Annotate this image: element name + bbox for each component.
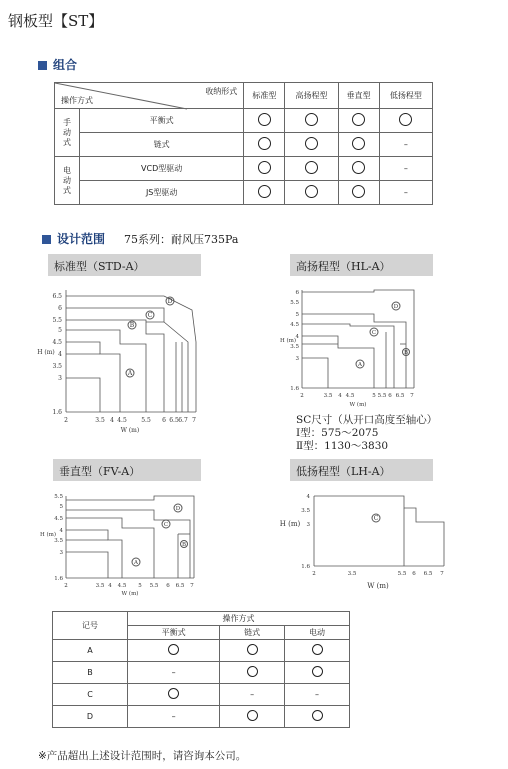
x-tick: 6.5 <box>423 571 433 577</box>
circle-mark-icon <box>247 710 258 721</box>
symbol-table <box>52 611 350 728</box>
table-cell <box>220 662 285 684</box>
sc-note-line: Ⅰ型：575～2075 <box>296 427 379 439</box>
table-cell <box>338 109 379 133</box>
y-tick: 5 <box>59 504 63 510</box>
x-axis-label: W (m) <box>367 582 389 590</box>
y-tick: 6 <box>58 305 62 312</box>
region-label: C <box>163 522 169 528</box>
table-cell <box>338 157 379 181</box>
circle-mark-icon <box>258 161 271 174</box>
row-label: JS型驱动 <box>80 181 244 205</box>
corner-bottom-label: 操作方式 <box>61 96 93 105</box>
group-label: 电动式 <box>55 157 80 205</box>
chart-hl <box>279 282 432 410</box>
y-tick: 1.6 <box>290 386 299 392</box>
y-axis-label: H (m) <box>37 349 55 356</box>
region-label: D <box>393 304 399 310</box>
x-tick: 4 <box>108 583 112 589</box>
table-cell: – <box>128 706 220 728</box>
table-cell <box>220 706 285 728</box>
circle-mark-icon <box>305 113 318 126</box>
group-header: 操作方式 <box>128 612 350 626</box>
column-header: 链式 <box>220 626 285 640</box>
circle-mark-icon <box>258 137 271 150</box>
row-symbol: C <box>53 684 128 706</box>
x-tick: 3.5 <box>347 571 357 577</box>
combo-table <box>54 82 433 205</box>
table-cell <box>128 684 220 706</box>
x-tick: 6 <box>388 393 392 399</box>
table-cell <box>285 706 350 728</box>
table-cell <box>244 133 285 157</box>
region-label: B <box>181 542 187 548</box>
y-tick: 3.5 <box>301 508 310 514</box>
row-symbol: A <box>53 640 128 662</box>
y-tick: 3.5 <box>52 363 62 370</box>
column-header: 平衡式 <box>128 626 220 640</box>
x-tick: 3.5 <box>323 393 333 399</box>
chart-lh-label: 低扬程型（LH-A） <box>290 459 433 481</box>
table-cell <box>244 109 285 133</box>
section-combo-heading: 组合 <box>38 56 77 73</box>
square-bullet-icon <box>38 61 47 70</box>
circle-mark-icon <box>305 161 318 174</box>
table-cell: – <box>220 684 285 706</box>
y-axis-label: H (m) <box>279 520 301 528</box>
x-tick: 2 <box>312 571 316 577</box>
circle-mark-icon <box>352 113 365 126</box>
x-tick: 3.5 <box>95 417 105 424</box>
x-tick: 5 <box>372 393 376 399</box>
y-tick: 5.5 <box>290 300 299 306</box>
chart-std-label: 标准型（STD-A） <box>48 254 201 276</box>
circle-mark-icon <box>258 185 271 198</box>
design-note: 75系列：耐风压735Pa <box>124 233 239 246</box>
x-tick: 3.5 <box>95 583 105 589</box>
circle-mark-icon <box>352 161 365 174</box>
y-tick: 1.6 <box>54 576 63 582</box>
circle-mark-icon <box>168 688 179 699</box>
circle-mark-icon <box>305 137 318 150</box>
section-design-heading: 设计范围 <box>42 230 105 247</box>
table-cell <box>244 157 285 181</box>
circle-mark-icon <box>352 137 365 150</box>
y-tick: 5.5 <box>52 317 62 324</box>
y-tick: 4 <box>295 334 299 340</box>
row-label: VCD型驱动 <box>80 157 244 181</box>
x-tick: 5 <box>138 583 142 589</box>
circle-mark-icon <box>247 644 258 655</box>
circle-mark-icon <box>258 113 271 126</box>
table-cell <box>338 133 379 157</box>
y-tick: 1.6 <box>52 409 62 416</box>
x-tick: 6 <box>166 583 170 589</box>
symbol-header: 记号 <box>53 612 128 640</box>
chart-std <box>36 282 206 438</box>
x-axis-label: W (m) <box>120 427 140 434</box>
x-tick: 7 <box>192 417 196 424</box>
x-axis-label: W (m) <box>121 591 139 597</box>
circle-mark-icon <box>305 185 318 198</box>
table-cell: – <box>379 133 432 157</box>
y-tick: 3.5 <box>290 344 299 350</box>
y-tick: 4.5 <box>52 339 62 346</box>
y-tick: 4 <box>58 351 62 358</box>
sc-note-line: Ⅱ型：1130～3830 <box>296 440 389 452</box>
x-tick: 4 <box>110 417 114 424</box>
page-title: 钢板型【ST】 <box>8 12 104 30</box>
region-label: C <box>373 515 379 522</box>
chart-fv-label: 垂直型（FV-A） <box>53 459 201 481</box>
table-cell <box>285 109 338 133</box>
corner-top-label: 收纳形式 <box>205 87 238 96</box>
sc-note-line: SC尺寸（从开口高度至轴心） <box>296 414 438 426</box>
table-cell <box>285 157 338 181</box>
table-cell <box>285 662 350 684</box>
x-tick: 5.5 <box>397 571 407 577</box>
region-label: A <box>127 370 133 377</box>
table-cell <box>338 181 379 205</box>
table-corner-cell <box>55 83 244 109</box>
region-label: A <box>134 560 138 566</box>
y-tick: 6 <box>295 290 299 296</box>
square-bullet-icon <box>42 235 51 244</box>
table-cell <box>285 133 338 157</box>
circle-mark-icon <box>312 710 323 721</box>
y-tick: 3 <box>59 550 63 556</box>
x-tick: 7 <box>440 571 444 577</box>
table-cell <box>244 181 285 205</box>
column-header: 垂直型 <box>338 83 379 109</box>
group-label: 手动式 <box>55 109 80 157</box>
row-label: 链式 <box>80 133 244 157</box>
row-symbol: B <box>53 662 128 684</box>
x-tick: 6.5 <box>395 393 405 399</box>
table-cell <box>285 181 338 205</box>
column-header: 电动 <box>285 626 350 640</box>
x-tick: 5.5 <box>141 417 151 424</box>
x-tick: 6.5 <box>175 583 185 589</box>
x-axis-label: W (m) <box>349 402 367 408</box>
y-tick: 3.5 <box>54 538 63 544</box>
y-tick: 5 <box>58 327 62 334</box>
x-tick: 6.5 <box>169 417 179 424</box>
y-tick: 5.5 <box>54 494 63 500</box>
x-tick: 4.5 <box>345 393 355 399</box>
chart-fv <box>38 490 208 598</box>
y-tick: 3 <box>295 356 299 362</box>
region-label: D <box>167 298 173 305</box>
x-tick: 6.7 <box>178 417 188 424</box>
chart-lh <box>278 488 448 596</box>
table-cell: – <box>285 684 350 706</box>
chart-hl-label: 高扬程型（HL-A） <box>290 254 433 276</box>
y-tick: 3 <box>306 522 310 528</box>
y-tick: 4 <box>59 528 63 534</box>
x-tick: 7 <box>410 393 414 399</box>
footnote: ※产品超出上述设计范围时，请咨询本公司。 <box>38 750 247 762</box>
region-label: D <box>175 506 181 512</box>
circle-mark-icon <box>312 666 323 677</box>
x-tick: 5.5 <box>377 393 387 399</box>
table-cell: – <box>379 181 432 205</box>
circle-mark-icon <box>352 185 365 198</box>
circle-mark-icon <box>168 644 179 655</box>
x-tick: 4.5 <box>117 583 127 589</box>
circle-mark-icon <box>247 666 258 677</box>
table-cell <box>128 640 220 662</box>
y-tick: 1.6 <box>301 564 310 570</box>
y-tick: 6.5 <box>52 293 62 300</box>
x-tick: 4 <box>338 393 342 399</box>
x-tick: 6 <box>162 417 166 424</box>
region-label: C <box>147 312 153 319</box>
region-label: B <box>403 350 409 356</box>
y-tick: 3 <box>58 375 62 382</box>
column-header: 低扬程型 <box>379 83 432 109</box>
sc-note <box>296 414 437 453</box>
row-label: 平衡式 <box>80 109 244 133</box>
table-cell: – <box>128 662 220 684</box>
y-axis-label: H (m) <box>279 338 297 344</box>
x-tick: 6 <box>412 571 416 577</box>
region-label: B <box>129 322 135 329</box>
region-label: A <box>358 362 362 368</box>
y-tick: 4 <box>306 494 310 500</box>
y-tick: 4.5 <box>54 516 63 522</box>
x-tick: 2 <box>64 417 68 424</box>
table-cell <box>379 109 432 133</box>
y-tick: 5 <box>295 312 299 318</box>
column-header: 高扬程型 <box>285 83 338 109</box>
region-label: C <box>371 330 377 336</box>
y-axis-label: H (m) <box>39 532 57 538</box>
y-tick: 4.5 <box>290 322 299 328</box>
column-header: 标准型 <box>244 83 285 109</box>
table-cell: – <box>379 157 432 181</box>
x-tick: 4.5 <box>117 417 127 424</box>
circle-mark-icon <box>399 113 412 126</box>
row-symbol: D <box>53 706 128 728</box>
table-cell <box>285 640 350 662</box>
x-tick: 2 <box>64 583 68 589</box>
table-cell <box>220 640 285 662</box>
x-tick: 2 <box>300 393 304 399</box>
circle-mark-icon <box>312 644 323 655</box>
x-tick: 7 <box>190 583 194 589</box>
x-tick: 5.5 <box>149 583 159 589</box>
